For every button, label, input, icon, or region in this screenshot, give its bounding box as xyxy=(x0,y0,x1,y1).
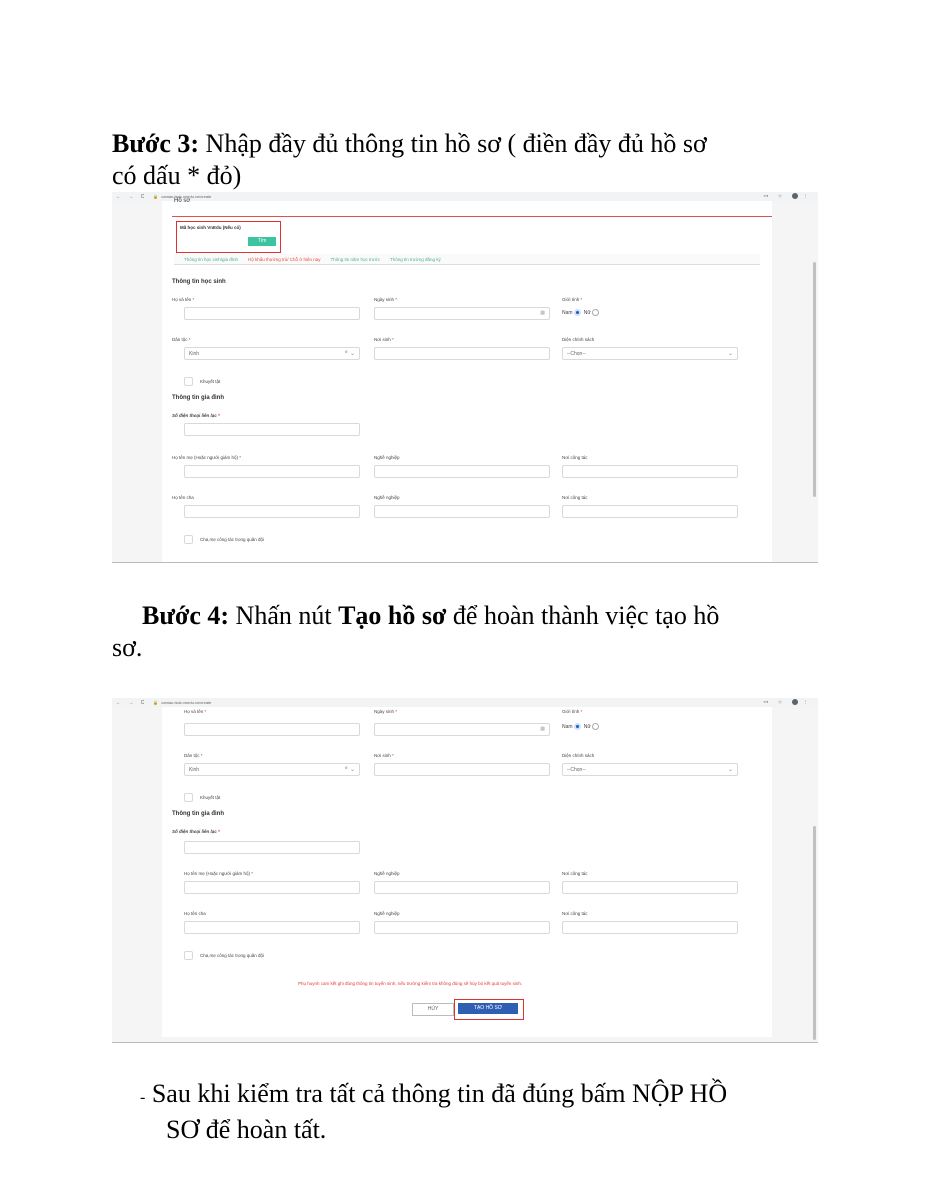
mother-occupation-label: Nghề nghiệp xyxy=(374,871,400,876)
step3-prefix: Bước 3: xyxy=(112,129,200,158)
profile-avatar-icon[interactable] xyxy=(792,699,798,705)
male-radio[interactable] xyxy=(574,309,581,316)
father-input[interactable] xyxy=(184,505,360,518)
vnedu-label: Mã học sinh VnEdu (Nếu có) xyxy=(180,225,241,230)
step4-prefix: Bước 4: xyxy=(142,601,230,630)
form-card xyxy=(162,707,772,1037)
chevron-down-icon[interactable]: ⌄ xyxy=(349,351,355,357)
father-workplace-label: Nơi công tác xyxy=(562,495,588,500)
tab-residence[interactable]: Hộ khẩu thường trú/ Chỗ ở hiện nay xyxy=(248,256,321,262)
disability-checkbox[interactable] xyxy=(184,377,193,386)
gender-label: Giới tính * xyxy=(562,297,583,302)
cancel-button[interactable]: HỦY xyxy=(412,1003,454,1016)
step4-text-b: để hoàn thành việc tạo hồ xyxy=(446,601,720,630)
step4-text-a: Nhấn nút xyxy=(229,601,339,630)
section-family-info: Thông tin gia đình xyxy=(172,395,224,401)
browser-actions[interactable]: ⊶ ☆ ⋮ xyxy=(763,699,812,706)
male-label: Nam xyxy=(562,723,573,730)
dob-label: Ngày sinh * xyxy=(374,297,398,302)
full-name-input[interactable] xyxy=(184,307,360,320)
tab-student-family[interactable]: Thông tin học sinh/gia đình xyxy=(184,256,239,262)
step3-text: Nhập đầy đủ thông tin hồ sơ ( điền đầy đủ hồ sơ xyxy=(199,129,707,158)
birthplace-input[interactable] xyxy=(374,763,550,776)
mother-workplace-input[interactable] xyxy=(562,881,738,894)
female-label: Nữ xyxy=(583,309,591,316)
father-label: Họ tên cha xyxy=(184,911,206,916)
mother-occupation-input[interactable] xyxy=(374,881,550,894)
policy-label: Diện chính sách xyxy=(562,337,595,342)
step4-text2: sơ. xyxy=(112,633,143,662)
disability-label: Khuyết tật xyxy=(200,379,221,384)
policy-value: --Chọn-- xyxy=(567,767,586,773)
father-occupation-label: Nghề nghiệp xyxy=(374,911,400,916)
female-radio[interactable] xyxy=(592,309,599,316)
scrollbar[interactable] xyxy=(813,262,816,497)
father-input[interactable] xyxy=(184,921,360,934)
mother-label: Họ tên mẹ (Hoặc người giám hộ) * xyxy=(184,871,254,876)
tab-registered-school[interactable]: Thông tin trường đăng ký xyxy=(390,256,441,262)
step4-bold: Tạo hồ sơ xyxy=(338,601,447,630)
title-underline xyxy=(172,216,772,217)
ethnicity-label: Dân tộc * xyxy=(172,337,191,342)
browser-actions[interactable]: ⊶ ☆ ⋮ xyxy=(763,193,812,200)
policy-select[interactable] xyxy=(562,763,738,776)
tab-previous-year[interactable]: Thông tin năm học trước xyxy=(330,256,381,262)
phone-label: Số điện thoại liên lạc * xyxy=(172,413,220,418)
full-name-label: Họ và tên * xyxy=(172,297,195,302)
browser-nav-icons[interactable]: ← → C xyxy=(116,699,148,706)
calendar-icon[interactable]: ▦ xyxy=(540,726,545,732)
full-name-input[interactable] xyxy=(184,723,360,736)
note-line2: SƠ để hoàn tất. xyxy=(166,1115,327,1144)
father-occupation-label: Nghề nghiệp xyxy=(374,495,400,500)
ethnicity-value: Kinh xyxy=(189,351,200,357)
gender-label: Giới tính * xyxy=(562,709,583,714)
clear-icon[interactable]: × xyxy=(344,350,348,356)
ethnicity-select[interactable] xyxy=(184,763,360,776)
disability-checkbox[interactable] xyxy=(184,793,193,802)
step3-text2: có dấu * đỏ) xyxy=(112,161,242,190)
father-label: Họ tên cha xyxy=(172,495,194,500)
full-name-label: Họ và tên * xyxy=(184,709,207,714)
step3-heading xyxy=(112,128,832,192)
father-workplace-input[interactable] xyxy=(562,505,738,518)
ethnicity-value: Kinh xyxy=(189,767,200,773)
birthplace-label: Nơi sinh * xyxy=(374,337,394,342)
mother-input[interactable] xyxy=(184,465,360,478)
gender-radios xyxy=(562,309,599,316)
browser-toolbar xyxy=(112,698,818,707)
phone-input[interactable] xyxy=(184,841,360,854)
mother-workplace-input[interactable] xyxy=(562,465,738,478)
scrollbar[interactable] xyxy=(813,826,816,1040)
birthplace-label: Nơi sinh * xyxy=(374,753,394,758)
female-radio[interactable] xyxy=(592,723,599,730)
dob-input[interactable] xyxy=(374,723,550,736)
gender-radios xyxy=(562,723,599,730)
browser-nav-icons[interactable]: ← → C xyxy=(116,193,148,200)
chevron-down-icon[interactable]: ⌄ xyxy=(349,767,355,773)
military-label: Cha,mẹ công tác trong quân đội xyxy=(200,953,265,958)
lock-icon: 🔒 xyxy=(153,700,159,705)
mother-input[interactable] xyxy=(184,881,360,894)
father-workplace-input[interactable] xyxy=(562,921,738,934)
address-bar[interactable]: camau.tsdc.vnedu.vn/create xyxy=(161,194,212,199)
section-family-info: Thông tin gia đình xyxy=(172,811,224,817)
chevron-down-icon[interactable]: ⌄ xyxy=(727,767,733,773)
chevron-down-icon[interactable]: ⌄ xyxy=(727,351,733,357)
mother-occupation-input[interactable] xyxy=(374,465,550,478)
final-note xyxy=(140,1078,860,1146)
step4-heading xyxy=(112,600,832,664)
clear-icon[interactable]: × xyxy=(344,766,348,772)
create-profile-button[interactable]: TẠO HỒ SƠ xyxy=(458,1003,518,1014)
birthplace-input[interactable] xyxy=(374,347,550,360)
form-tabs xyxy=(174,254,760,265)
policy-label: Diện chính sách xyxy=(562,753,595,758)
lock-icon: 🔒 xyxy=(153,194,159,199)
mother-label: Họ tên mẹ (Hoặc người giám hộ) * xyxy=(172,455,242,460)
find-button[interactable]: Tìm xyxy=(248,237,276,246)
screenshot-step3 xyxy=(112,192,818,563)
military-checkbox[interactable] xyxy=(184,535,193,544)
ethnicity-label: Dân tộc * xyxy=(184,753,203,758)
male-radio[interactable] xyxy=(574,723,581,730)
father-occupation-input[interactable] xyxy=(374,505,550,518)
ethnicity-select[interactable] xyxy=(184,347,360,360)
dob-label: Ngày sinh * xyxy=(374,709,398,714)
dob-input[interactable] xyxy=(374,307,550,320)
policy-value: --Chọn-- xyxy=(567,351,586,357)
note-bullet: - xyxy=(140,1089,146,1106)
browser-toolbar xyxy=(112,192,818,201)
disability-label: Khuyết tật xyxy=(200,795,221,800)
phone-label: Số điện thoại liên lạc * xyxy=(172,829,220,834)
pledge-notice: Phụ huynh cam kết ghi đúng thông tin tuyển sinh, nếu trường kiểm tra không đúng sẽ hủy bỏ kết quả tuyển sinh. xyxy=(298,981,523,986)
screenshot-step4 xyxy=(112,698,818,1043)
male-label: Nam xyxy=(562,309,573,316)
form-card xyxy=(162,198,772,562)
mother-workplace-label: Nơi công tác xyxy=(562,871,588,876)
section-student-info: Thông tin học sinh xyxy=(172,279,226,285)
calendar-icon[interactable]: ▦ xyxy=(540,310,545,316)
father-occupation-input[interactable] xyxy=(374,921,550,934)
address-bar[interactable]: camau.tsdc.vnedu.vn/create xyxy=(161,700,212,705)
mother-workplace-label: Nơi công tác xyxy=(562,455,588,460)
military-label: Cha,mẹ công tác trong quân đội xyxy=(200,537,265,542)
profile-avatar-icon[interactable] xyxy=(792,193,798,199)
female-label: Nữ xyxy=(583,723,591,730)
form-title: Hồ sơ xyxy=(174,198,191,204)
note-line1: Sau khi kiểm tra tất cả thông tin đã đúng bấm NỘP HỒ xyxy=(151,1079,728,1108)
father-workplace-label: Nơi công tác xyxy=(562,911,588,916)
policy-select[interactable] xyxy=(562,347,738,360)
mother-occupation-label: Nghề nghiệp xyxy=(374,455,400,460)
military-checkbox[interactable] xyxy=(184,951,193,960)
phone-input[interactable] xyxy=(184,423,360,436)
